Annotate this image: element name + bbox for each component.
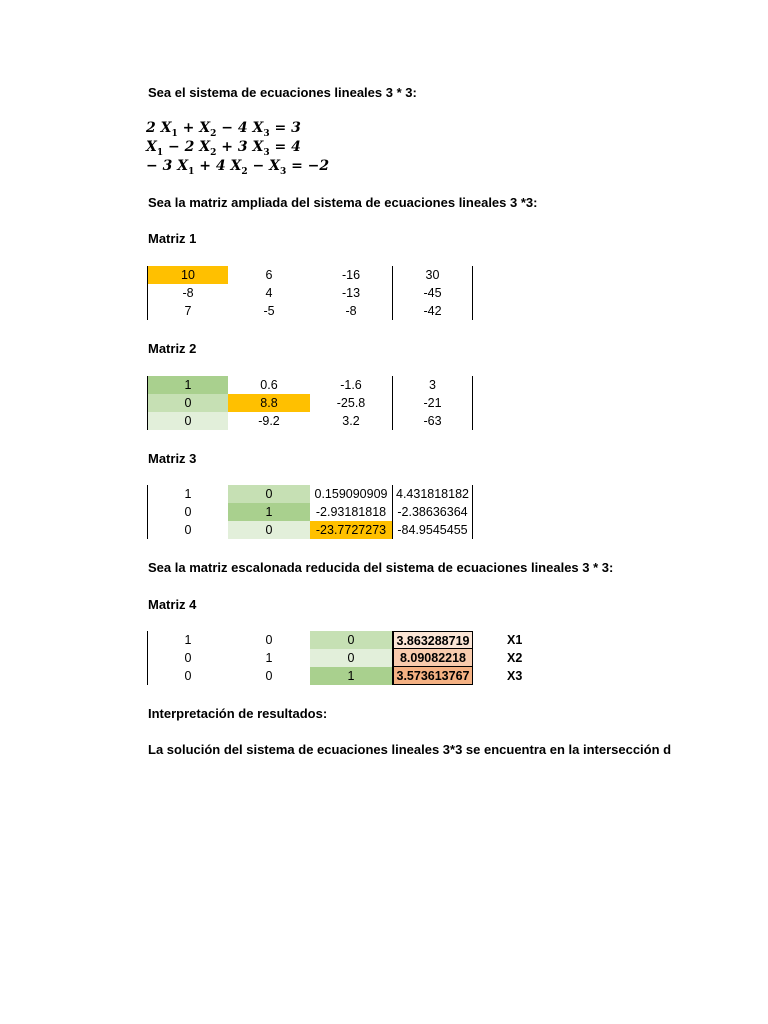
heading-system: Sea el sistema de ecuaciones lineales 3 * 3: <box>148 85 417 100</box>
matriz-4 <box>147 631 553 685</box>
equation-term: X <box>146 139 157 155</box>
equation-3 <box>146 158 329 177</box>
matrix-cell: 1 <box>310 667 393 685</box>
equation-subscript: 3 <box>263 147 270 158</box>
matrix-cell: 3 <box>393 376 473 394</box>
matrix-cell: -63 <box>393 412 473 430</box>
matrix-cell: 30 <box>393 266 473 284</box>
solution-cell: 3.573613767 <box>393 667 473 685</box>
equation-term: − 3 X <box>146 158 189 174</box>
matrix-cell: 0 <box>147 412 228 430</box>
matrix-cell: -23.7727273 <box>310 521 393 539</box>
equation-1 <box>146 120 301 139</box>
matrix-cell: 10 <box>147 266 228 284</box>
matrix-cell: 1 <box>147 485 228 503</box>
heading-reduced-matrix: Sea la matriz escalonada reducida del sistema de ecuaciones lineales 3 * 3: <box>148 560 614 575</box>
matrix-cell: -5 <box>263 304 275 318</box>
matriz-4-label: Matriz 4 <box>148 597 197 612</box>
matrix-row <box>147 485 473 503</box>
matrix-row <box>147 667 553 685</box>
equation-term: = 4 <box>269 139 301 155</box>
equation-term: − 2 X <box>163 139 211 155</box>
equation-subscript: 1 <box>188 166 195 177</box>
variable-label: X2 <box>507 651 523 665</box>
matrix-cell: 0 <box>265 633 273 647</box>
matrix-cell: 0.159090909 <box>310 485 393 503</box>
matrix-cell: 1 <box>228 503 310 521</box>
equation-term: − X <box>247 158 280 174</box>
equation-term: − 4 X <box>216 120 264 136</box>
matrix-cell: 0.6 <box>260 378 278 392</box>
matrix-cell: 0 <box>147 521 228 539</box>
matriz-3 <box>147 485 473 539</box>
matrix-cell: 1 <box>147 376 228 394</box>
matrix-cell: 0 <box>310 631 393 649</box>
solution-cell: 3.863288719 <box>393 631 473 649</box>
equation-term: = 3 <box>269 120 301 136</box>
equation-term: + X <box>177 120 211 136</box>
matrix-row <box>147 302 473 320</box>
matrix-cell: 4 <box>265 286 273 300</box>
equation-subscript: 2 <box>210 128 217 139</box>
matrix-cell: -21 <box>393 394 473 412</box>
matrix-cell: 4.431818182 <box>393 485 473 503</box>
conclusion-text: La solución del sistema de ecuaciones lineales 3*3 se encuentra en la intersección d <box>148 742 672 757</box>
matrix-cell: -1.6 <box>310 376 393 394</box>
matriz-2-label: Matriz 2 <box>148 341 197 356</box>
variable-label: X3 <box>507 669 523 683</box>
matrix-cell: 0 <box>310 649 393 667</box>
matrix-row <box>147 631 553 649</box>
matrix-cell: 1 <box>147 631 228 649</box>
matrix-cell: -2.93181818 <box>310 503 393 521</box>
equation-term: + 4 X <box>194 158 242 174</box>
matrix-cell: 0 <box>147 503 228 521</box>
matrix-cell: -13 <box>310 284 393 302</box>
matrix-cell: 3.2 <box>310 412 393 430</box>
equation-subscript: 2 <box>241 166 248 177</box>
equation-2 <box>146 139 301 158</box>
matrix-cell: -16 <box>310 266 393 284</box>
matrix-row <box>147 394 473 412</box>
matrix-cell: 0 <box>147 649 228 667</box>
matrix-cell: 8.8 <box>228 394 310 412</box>
matrix-cell: 0 <box>147 394 228 412</box>
matriz-1 <box>147 266 473 320</box>
matrix-cell: 0 <box>147 667 228 685</box>
matrix-cell: 0 <box>265 669 273 683</box>
matrix-row <box>147 649 553 667</box>
matrix-cell: 7 <box>147 302 228 320</box>
matrix-cell: -2.38636364 <box>393 503 473 521</box>
matrix-row <box>147 266 473 284</box>
matriz-3-label: Matriz 3 <box>148 451 197 466</box>
interpretation-heading: Interpretación de resultados: <box>148 706 328 721</box>
matrix-row <box>147 521 473 539</box>
equation-term: 2 X <box>146 120 172 136</box>
equation-subscript: 2 <box>210 147 217 158</box>
matrix-cell: -8 <box>310 302 393 320</box>
matrix-cell: -42 <box>393 302 473 320</box>
matriz-1-label: Matriz 1 <box>148 231 197 246</box>
equation-subscript: 3 <box>263 128 270 139</box>
matrix-cell: 1 <box>265 651 273 665</box>
matrix-cell: 0 <box>228 485 310 503</box>
matrix-row <box>147 412 473 430</box>
equation-term: = −2 <box>286 158 330 174</box>
matrix-cell: -25.8 <box>310 394 393 412</box>
solution-cell: 8.09082218 <box>393 649 473 667</box>
equation-subscript: 1 <box>156 147 164 158</box>
matrix-cell: -84.9545455 <box>393 521 473 539</box>
matrix-cell: 0 <box>228 521 310 539</box>
matrix-row <box>147 376 473 394</box>
equation-term: + 3 X <box>216 139 264 155</box>
matrix-cell: -9.2 <box>258 414 280 428</box>
matriz-2 <box>147 376 473 430</box>
heading-augmented-matrix: Sea la matriz ampliada del sistema de ecuaciones lineales 3 *3: <box>148 195 538 210</box>
equation-subscript: 3 <box>279 166 287 177</box>
matrix-row <box>147 284 473 302</box>
matrix-cell: -8 <box>147 284 228 302</box>
variable-label: X1 <box>507 633 523 647</box>
matrix-cell: -45 <box>393 284 473 302</box>
equation-subscript: 1 <box>171 128 178 139</box>
matrix-row <box>147 503 473 521</box>
matrix-cell: 6 <box>265 268 273 282</box>
